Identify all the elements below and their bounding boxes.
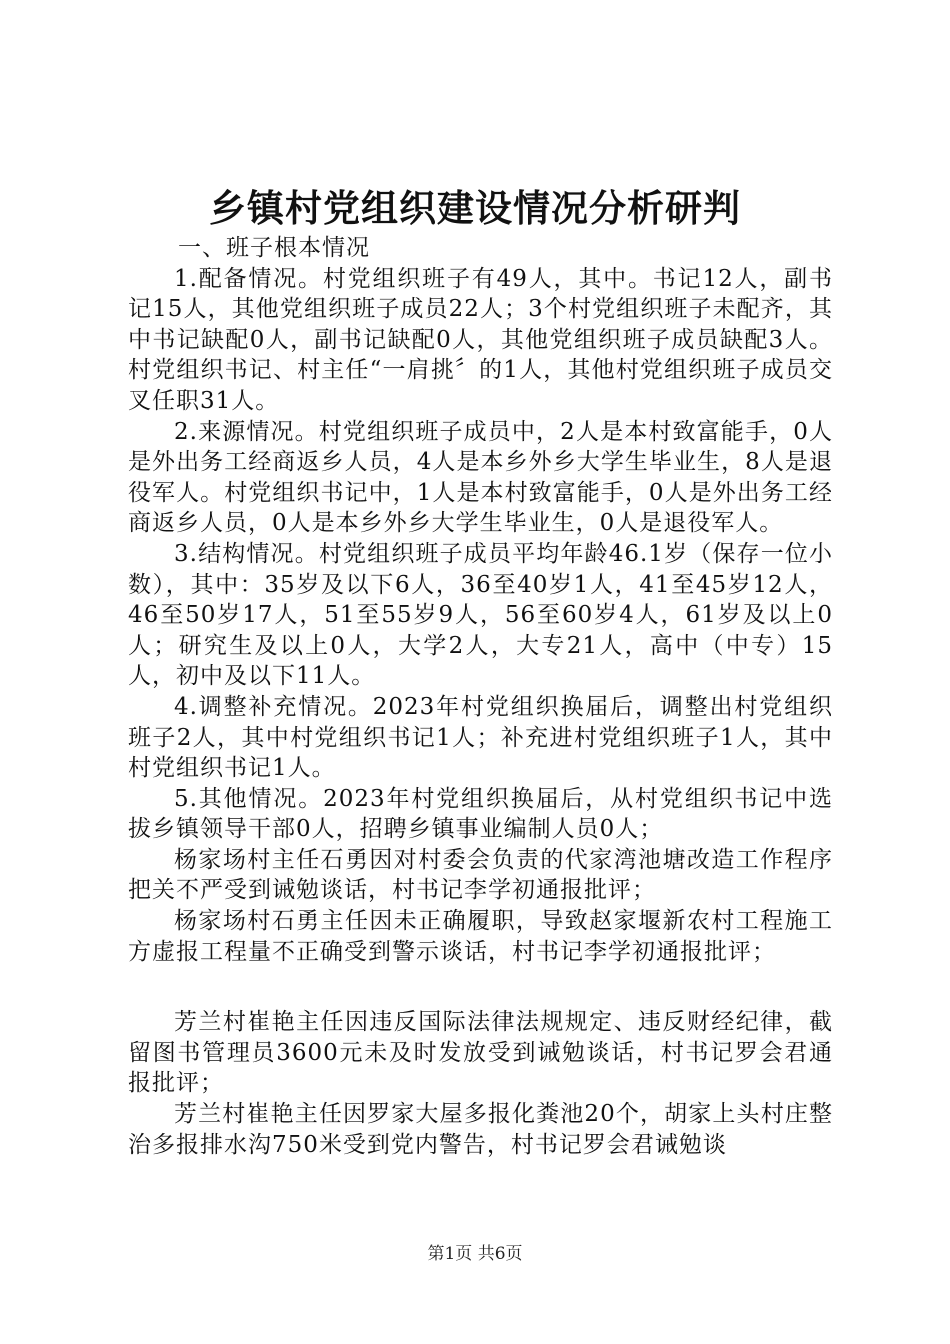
blank-line (128, 967, 833, 1007)
page-footer: 第1页 共6页 (427, 1244, 523, 1264)
paragraph-case-2: 杨家场村石勇主任因未正确履职，导致赵家堰新农村工程施工方虚报工程量不正确受到警示谈话，村书记李学初通报批评； (128, 908, 833, 965)
paragraph-source: 2.来源情况。村党组织班子成员中，2人是本村致富能手，0人是外出务工经商返乡人员，4人是本乡外乡大学生毕业生，8人是退役军人。村党组织书记中，1人是本村致富能手，0人是外出务工经商返乡人员，0人是本乡外乡大学生毕业生，0人是退役军人。 (128, 418, 833, 537)
paragraph-case-3: 芳兰村崔艳主任因违反国际法律法规规定、违反财经纪律，截留图书管理员3600元未及时发放受到诫勉谈话，村书记罗会君通报批评； (128, 1009, 833, 1097)
paragraph-structure: 3.结构情况。村党组织班子成员平均年龄46.1岁（保存一位小数），其中：35岁及以下6人，36至40岁1人，41至45岁12人，46至50岁17人，51至55岁9人，56至60岁4人，61岁及以上0人；研究生及以上0人，大学2人，大专21人，高中（中专）15人，初中及以下11人。 (128, 540, 833, 690)
paragraph-adjustment: 4.调整补充情况。2023年村党组织换届后，调整出村党组织班子2人，其中村党组织书记1人；补充进村党组织班子1人，其中村党组织书记1人。 (128, 693, 833, 782)
section-heading: 一、班子根本情况 (178, 235, 370, 261)
document-body (128, 233, 833, 1160)
document-title: 乡镇村党组织建设情况分析研判 (209, 186, 741, 230)
paragraph-other: 5.其他情况。2023年村党组织换届后，从村党组织书记中选拔乡镇领导干部0人，招聘乡镇事业编制人员0人； (128, 785, 833, 843)
paragraph-case-4: 芳兰村崔艳主任因罗家大屋多报化粪池20个，胡家上头村庄整治多报排水沟750米受到党内警告，村书记罗会君诫勉谈 (128, 1101, 833, 1158)
paragraph-staffing: 1.配备情况。村党组织班子有49人，其中。书记12人，副书记15人，其他党组织班子成员22人；3个村党组织班子未配齐，其中书记缺配0人，副书记缺配0人，其他党组织班子成员缺配3人。村党组织书记、村主任“一肩挑〞的1人，其他村党组织班子成员交叉任职31人。 (128, 265, 833, 414)
paragraph-case-1: 杨家场村主任石勇因对村委会负责的代家湾池塘改造工作程序把关不严受到诫勉谈话，村书记李学初通报批评； (128, 846, 833, 904)
